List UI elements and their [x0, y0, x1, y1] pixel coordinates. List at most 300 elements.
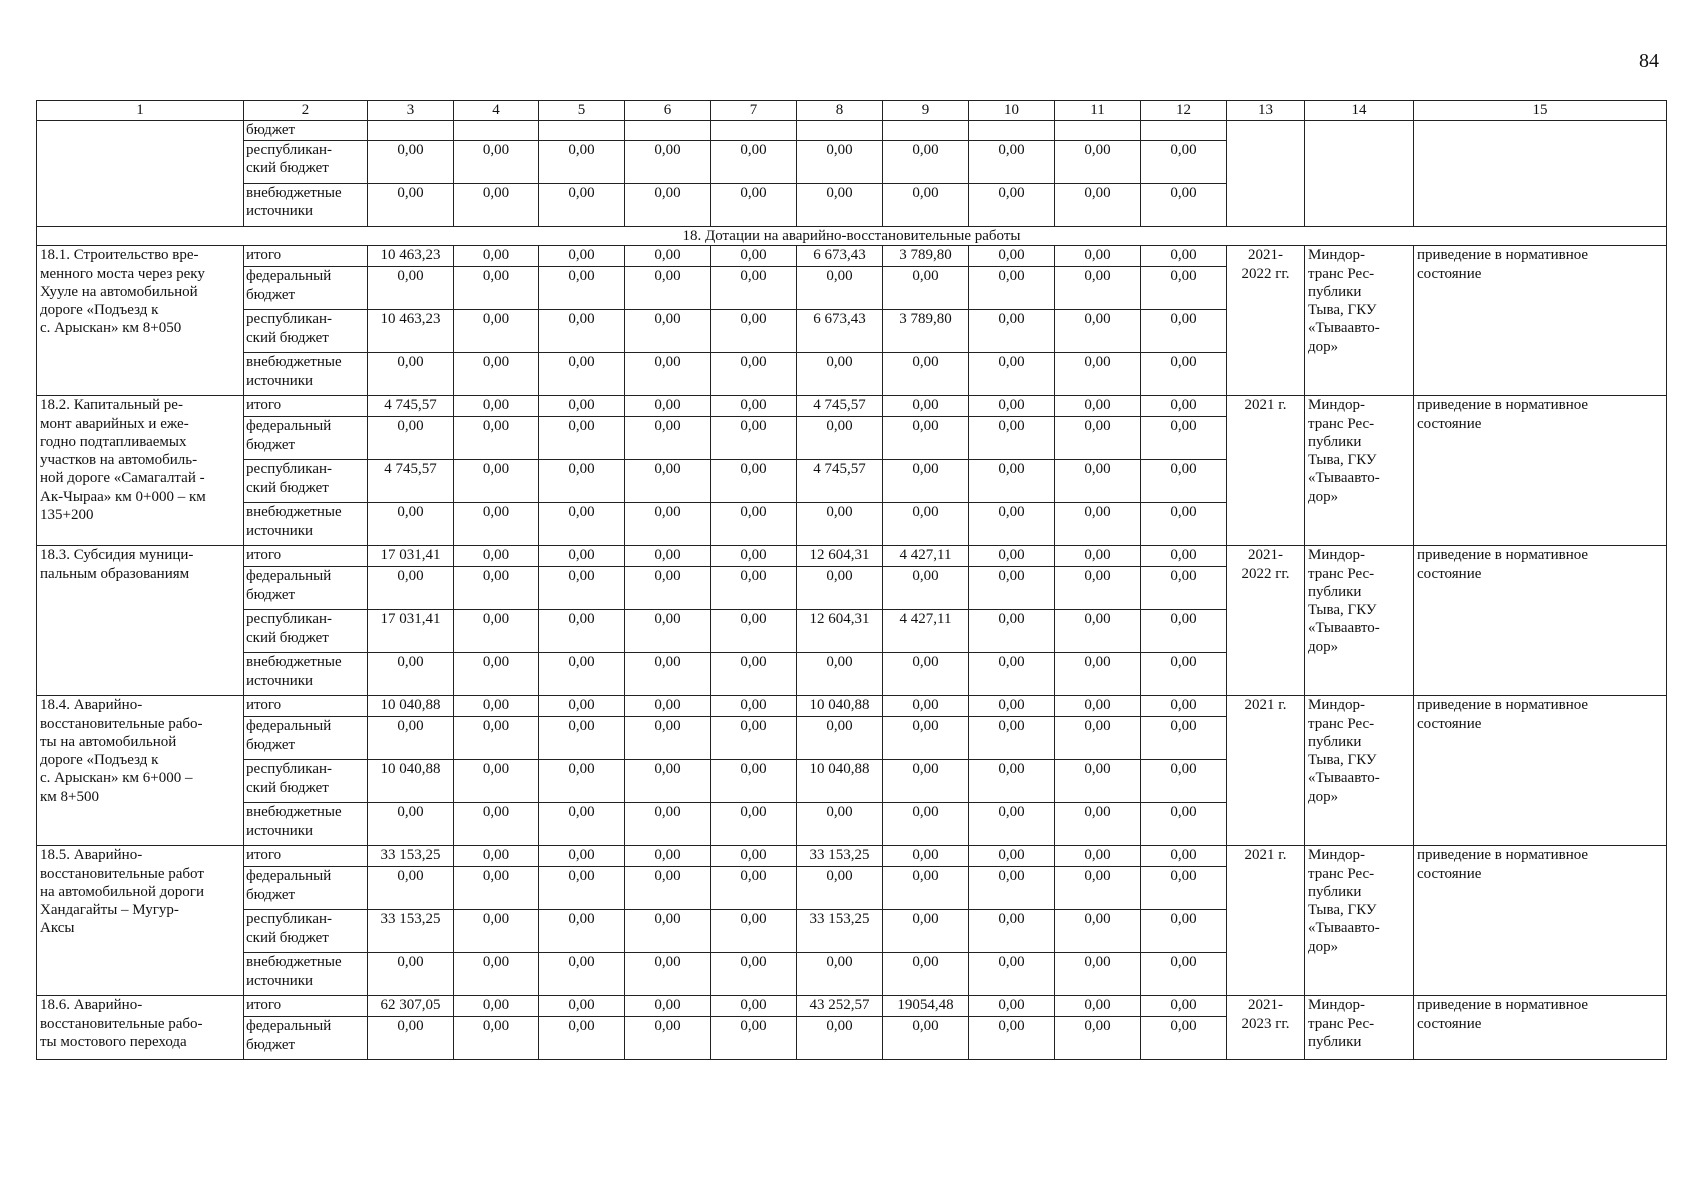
- value-cell: 0,00: [454, 653, 539, 696]
- value-cell: 0,00: [797, 953, 883, 996]
- value-cell: 0,00: [797, 417, 883, 460]
- funding-source-cell: внебюджетные источники: [244, 803, 368, 846]
- value-cell: 0,00: [454, 803, 539, 846]
- value-cell: 0,00: [1141, 567, 1227, 610]
- funding-source-cell: внебюджетные источники: [244, 953, 368, 996]
- value-cell: 0,00: [454, 141, 539, 184]
- value-cell: 10 040,88: [797, 696, 883, 717]
- column-number-cell: 2: [244, 101, 368, 121]
- value-cell: 0,00: [969, 717, 1055, 760]
- column-number-cell: 3: [368, 101, 454, 121]
- value-cell: 0,00: [539, 141, 625, 184]
- value-cell: 12 604,31: [797, 610, 883, 653]
- budget-table: [36, 100, 1667, 1060]
- value-cell: 0,00: [1055, 417, 1141, 460]
- value-cell: 0,00: [454, 696, 539, 717]
- value-cell: 0,00: [1141, 353, 1227, 396]
- value-cell: 0,00: [539, 267, 625, 310]
- period-cell: 2021- 2022 гг.: [1227, 246, 1305, 396]
- value-cell: 0,00: [969, 760, 1055, 803]
- value-cell: 0,00: [454, 610, 539, 653]
- value-cell: 0,00: [368, 184, 454, 227]
- executor-cell: Миндор- транс Рес- публики: [1305, 996, 1414, 1060]
- value-cell: 19054,48: [883, 996, 969, 1017]
- funding-source-cell: федеральный бюджет: [244, 717, 368, 760]
- value-cell: 0,00: [711, 141, 797, 184]
- funding-source-cell: внебюджетные источники: [244, 503, 368, 546]
- value-cell: 33 153,25: [797, 910, 883, 953]
- value-cell: 0,00: [1141, 267, 1227, 310]
- value-cell: 0,00: [539, 567, 625, 610]
- value-cell: 0,00: [368, 1017, 454, 1060]
- value-cell: [711, 121, 797, 141]
- funding-source-cell: итого: [244, 246, 368, 267]
- value-cell: 4 745,57: [368, 460, 454, 503]
- value-cell: 0,00: [539, 246, 625, 267]
- value-cell: 0,00: [625, 184, 711, 227]
- value-cell: 0,00: [454, 760, 539, 803]
- value-cell: 0,00: [711, 653, 797, 696]
- value-cell: 0,00: [454, 417, 539, 460]
- value-cell: 43 252,57: [797, 996, 883, 1017]
- value-cell: 0,00: [711, 696, 797, 717]
- value-cell: 0,00: [711, 567, 797, 610]
- value-cell: 0,00: [539, 184, 625, 227]
- value-cell: 10 463,23: [368, 246, 454, 267]
- funding-source-cell: федеральный бюджет: [244, 1017, 368, 1060]
- value-cell: 0,00: [454, 503, 539, 546]
- value-cell: 0,00: [969, 953, 1055, 996]
- value-cell: 0,00: [454, 546, 539, 567]
- period-cell: [1227, 121, 1305, 227]
- value-cell: 0,00: [1141, 996, 1227, 1017]
- column-number-cell: 6: [625, 101, 711, 121]
- value-cell: 0,00: [883, 760, 969, 803]
- value-cell: 0,00: [969, 353, 1055, 396]
- value-cell: 0,00: [711, 246, 797, 267]
- item-name: 18.1. Строительство вре- менного моста через реку Хууле на автомобильной дороге «Подъезд к с. Арыскан» км 8+050: [37, 246, 244, 396]
- item-name: 18.6. Аварийно- восстановительные рабо- ты мостового перехода: [37, 996, 244, 1060]
- value-cell: 0,00: [454, 717, 539, 760]
- value-cell: 0,00: [969, 1017, 1055, 1060]
- executor-cell: Миндор- транс Рес- публики Тыва, ГКУ «Тываавто- дор»: [1305, 246, 1414, 396]
- executor-cell: Миндор- транс Рес- публики Тыва, ГКУ «Тываавто- дор»: [1305, 696, 1414, 846]
- value-cell: 0,00: [454, 353, 539, 396]
- value-cell: 0,00: [711, 996, 797, 1017]
- value-cell: 0,00: [539, 1017, 625, 1060]
- value-cell: 0,00: [539, 417, 625, 460]
- period-cell: 2021 г.: [1227, 696, 1305, 846]
- section-row: [37, 227, 1667, 246]
- value-cell: 0,00: [1141, 417, 1227, 460]
- value-cell: 0,00: [368, 717, 454, 760]
- table-row: [37, 396, 1667, 417]
- value-cell: 0,00: [969, 396, 1055, 417]
- table-row: [37, 846, 1667, 867]
- value-cell: 0,00: [797, 867, 883, 910]
- value-cell: 0,00: [539, 396, 625, 417]
- value-cell: 0,00: [625, 953, 711, 996]
- value-cell: 0,00: [969, 141, 1055, 184]
- value-cell: 0,00: [625, 567, 711, 610]
- value-cell: 0,00: [1141, 310, 1227, 353]
- value-cell: 6 673,43: [797, 310, 883, 353]
- value-cell: 0,00: [454, 460, 539, 503]
- item-name: 18.4. Аварийно- восстановительные рабо- ты на автомобильной дороге «Подъезд к с. Арыскан» км 6+000 – км 8+500: [37, 696, 244, 846]
- value-cell: 0,00: [711, 546, 797, 567]
- value-cell: 0,00: [883, 396, 969, 417]
- value-cell: 0,00: [368, 267, 454, 310]
- page-number: 84: [1639, 50, 1659, 72]
- value-cell: 0,00: [625, 310, 711, 353]
- value-cell: 0,00: [625, 246, 711, 267]
- value-cell: 0,00: [625, 353, 711, 396]
- result-cell: приведение в нормативное состояние: [1414, 696, 1667, 846]
- value-cell: 0,00: [1141, 910, 1227, 953]
- period-cell: 2021 г.: [1227, 846, 1305, 996]
- value-cell: 0,00: [797, 653, 883, 696]
- value-cell: 0,00: [625, 610, 711, 653]
- value-cell: 0,00: [625, 696, 711, 717]
- value-cell: 0,00: [1141, 760, 1227, 803]
- value-cell: 0,00: [625, 910, 711, 953]
- funding-source-cell: федеральный бюджет: [244, 417, 368, 460]
- value-cell: 17 031,41: [368, 610, 454, 653]
- value-cell: 0,00: [539, 717, 625, 760]
- value-cell: 0,00: [625, 996, 711, 1017]
- value-cell: 0,00: [1141, 141, 1227, 184]
- value-cell: 0,00: [625, 803, 711, 846]
- value-cell: 0,00: [883, 653, 969, 696]
- column-number-cell: 4: [454, 101, 539, 121]
- value-cell: 0,00: [711, 953, 797, 996]
- value-cell: 0,00: [539, 953, 625, 996]
- value-cell: 0,00: [625, 717, 711, 760]
- executor-cell: Миндор- транс Рес- публики Тыва, ГКУ «Тываавто- дор»: [1305, 396, 1414, 546]
- table-row: [37, 246, 1667, 267]
- value-cell: 4 745,57: [797, 460, 883, 503]
- value-cell: 0,00: [1141, 1017, 1227, 1060]
- value-cell: 0,00: [969, 653, 1055, 696]
- value-cell: 0,00: [539, 610, 625, 653]
- value-cell: 0,00: [711, 184, 797, 227]
- value-cell: 0,00: [1141, 867, 1227, 910]
- item-name: 18.2. Капитальный ре- монт аварийных и еже- годно подтапливаемых участков на автомобиль- ной дороге «Самагалтай - Ак-Чыраа» км 0+000 – км 135+200: [37, 396, 244, 546]
- value-cell: 0,00: [625, 141, 711, 184]
- value-cell: 0,00: [1055, 310, 1141, 353]
- value-cell: 0,00: [454, 996, 539, 1017]
- value-cell: 0,00: [1141, 717, 1227, 760]
- value-cell: 0,00: [883, 141, 969, 184]
- value-cell: 33 153,25: [797, 846, 883, 867]
- value-cell: 0,00: [883, 867, 969, 910]
- value-cell: 0,00: [711, 1017, 797, 1060]
- value-cell: 33 153,25: [368, 846, 454, 867]
- value-cell: 10 463,23: [368, 310, 454, 353]
- value-cell: 0,00: [368, 867, 454, 910]
- funding-source-cell: федеральный бюджет: [244, 567, 368, 610]
- column-number-cell: 12: [1141, 101, 1227, 121]
- value-cell: 0,00: [883, 717, 969, 760]
- value-cell: 0,00: [711, 846, 797, 867]
- value-cell: 0,00: [883, 910, 969, 953]
- value-cell: 0,00: [625, 546, 711, 567]
- value-cell: 0,00: [1055, 503, 1141, 546]
- value-cell: 0,00: [711, 803, 797, 846]
- value-cell: 0,00: [883, 567, 969, 610]
- result-cell: приведение в нормативное состояние: [1414, 396, 1667, 546]
- value-cell: 0,00: [454, 953, 539, 996]
- value-cell: 0,00: [711, 760, 797, 803]
- section-title: 18. Дотации на аварийно-восстановительные работы: [37, 227, 1667, 246]
- value-cell: 0,00: [625, 867, 711, 910]
- value-cell: [625, 121, 711, 141]
- funding-source-cell: республикан- ский бюджет: [244, 610, 368, 653]
- value-cell: 0,00: [797, 267, 883, 310]
- column-number-cell: 13: [1227, 101, 1305, 121]
- value-cell: 0,00: [1055, 610, 1141, 653]
- value-cell: 0,00: [969, 910, 1055, 953]
- value-cell: 4 745,57: [797, 396, 883, 417]
- value-cell: 0,00: [711, 417, 797, 460]
- value-cell: 0,00: [539, 503, 625, 546]
- value-cell: 10 040,88: [797, 760, 883, 803]
- table-row: [37, 546, 1667, 567]
- value-cell: 0,00: [1055, 567, 1141, 610]
- value-cell: 0,00: [969, 546, 1055, 567]
- value-cell: 6 673,43: [797, 246, 883, 267]
- value-cell: 0,00: [883, 184, 969, 227]
- value-cell: 0,00: [711, 396, 797, 417]
- value-cell: 0,00: [539, 653, 625, 696]
- value-cell: 0,00: [454, 310, 539, 353]
- funding-source-cell: республикан- ский бюджет: [244, 460, 368, 503]
- column-number-cell: 15: [1414, 101, 1667, 121]
- value-cell: [883, 121, 969, 141]
- value-cell: 0,00: [1055, 1017, 1141, 1060]
- value-cell: 0,00: [368, 417, 454, 460]
- column-number-row: [37, 101, 1667, 121]
- result-cell: приведение в нормативное состояние: [1414, 996, 1667, 1060]
- value-cell: 0,00: [969, 417, 1055, 460]
- value-cell: 33 153,25: [368, 910, 454, 953]
- value-cell: 0,00: [969, 310, 1055, 353]
- value-cell: 12 604,31: [797, 546, 883, 567]
- value-cell: 0,00: [711, 353, 797, 396]
- value-cell: 0,00: [1055, 396, 1141, 417]
- value-cell: 0,00: [539, 846, 625, 867]
- funding-source-cell: республикан- ский бюджет: [244, 910, 368, 953]
- value-cell: 0,00: [1055, 141, 1141, 184]
- value-cell: 4 427,11: [883, 546, 969, 567]
- funding-source-cell: республикан- ский бюджет: [244, 760, 368, 803]
- column-number-cell: 5: [539, 101, 625, 121]
- column-number-cell: 9: [883, 101, 969, 121]
- value-cell: 0,00: [368, 503, 454, 546]
- value-cell: 0,00: [883, 803, 969, 846]
- value-cell: 0,00: [883, 267, 969, 310]
- column-number-cell: 1: [37, 101, 244, 121]
- value-cell: 0,00: [883, 696, 969, 717]
- value-cell: 0,00: [368, 803, 454, 846]
- value-cell: 0,00: [711, 503, 797, 546]
- value-cell: 0,00: [1141, 953, 1227, 996]
- funding-source-cell: итого: [244, 546, 368, 567]
- value-cell: 0,00: [1141, 184, 1227, 227]
- value-cell: 0,00: [969, 246, 1055, 267]
- value-cell: 0,00: [969, 184, 1055, 227]
- value-cell: 0,00: [711, 460, 797, 503]
- value-cell: 4 427,11: [883, 610, 969, 653]
- value-cell: [969, 121, 1055, 141]
- value-cell: 0,00: [969, 996, 1055, 1017]
- value-cell: 0,00: [625, 417, 711, 460]
- value-cell: 0,00: [1141, 696, 1227, 717]
- value-cell: 0,00: [1141, 610, 1227, 653]
- value-cell: 0,00: [625, 396, 711, 417]
- value-cell: 0,00: [711, 267, 797, 310]
- value-cell: 0,00: [1055, 267, 1141, 310]
- value-cell: 0,00: [711, 717, 797, 760]
- funding-source-cell: внебюджетные источники: [244, 653, 368, 696]
- value-cell: 0,00: [969, 267, 1055, 310]
- period-cell: 2021- 2022 гг.: [1227, 546, 1305, 696]
- table-row: [37, 696, 1667, 717]
- value-cell: 0,00: [368, 567, 454, 610]
- value-cell: 0,00: [883, 417, 969, 460]
- value-cell: 10 040,88: [368, 760, 454, 803]
- value-cell: 0,00: [797, 353, 883, 396]
- column-number-cell: 7: [711, 101, 797, 121]
- value-cell: 0,00: [1055, 953, 1141, 996]
- value-cell: [1141, 121, 1227, 141]
- column-number-cell: 10: [969, 101, 1055, 121]
- name-cell: [37, 121, 244, 227]
- value-cell: 0,00: [1055, 846, 1141, 867]
- result-cell: приведение в нормативное состояние: [1414, 546, 1667, 696]
- value-cell: 0,00: [539, 353, 625, 396]
- funding-source-cell: республикан- ский бюджет: [244, 310, 368, 353]
- value-cell: 0,00: [625, 760, 711, 803]
- funding-source-cell: итого: [244, 696, 368, 717]
- value-cell: 0,00: [1055, 803, 1141, 846]
- value-cell: 0,00: [625, 503, 711, 546]
- value-cell: 0,00: [883, 1017, 969, 1060]
- value-cell: 0,00: [368, 953, 454, 996]
- value-cell: 0,00: [368, 353, 454, 396]
- value-cell: 3 789,80: [883, 246, 969, 267]
- table-row: [37, 996, 1667, 1017]
- value-cell: 0,00: [883, 953, 969, 996]
- value-cell: 0,00: [969, 803, 1055, 846]
- value-cell: 0,00: [797, 567, 883, 610]
- value-cell: 0,00: [1055, 696, 1141, 717]
- column-number-cell: 14: [1305, 101, 1414, 121]
- value-cell: 0,00: [969, 696, 1055, 717]
- value-cell: 0,00: [1141, 653, 1227, 696]
- value-cell: 0,00: [883, 846, 969, 867]
- value-cell: 0,00: [1141, 503, 1227, 546]
- value-cell: 0,00: [1055, 184, 1141, 227]
- value-cell: 0,00: [969, 867, 1055, 910]
- funding-source-cell: итого: [244, 996, 368, 1017]
- period-cell: 2021- 2023 гг.: [1227, 996, 1305, 1060]
- value-cell: 0,00: [1141, 546, 1227, 567]
- value-cell: 0,00: [454, 567, 539, 610]
- value-cell: 62 307,05: [368, 996, 454, 1017]
- result-cell: приведение в нормативное состояние: [1414, 246, 1667, 396]
- value-cell: 0,00: [1055, 353, 1141, 396]
- value-cell: 0,00: [539, 460, 625, 503]
- value-cell: 0,00: [625, 267, 711, 310]
- value-cell: 0,00: [539, 696, 625, 717]
- value-cell: 0,00: [454, 1017, 539, 1060]
- value-cell: 0,00: [969, 503, 1055, 546]
- value-cell: 0,00: [797, 503, 883, 546]
- value-cell: [454, 121, 539, 141]
- value-cell: 0,00: [969, 460, 1055, 503]
- value-cell: 0,00: [1141, 246, 1227, 267]
- value-cell: 0,00: [883, 353, 969, 396]
- value-cell: 0,00: [883, 460, 969, 503]
- item-name: 18.5. Аварийно- восстановительные работ на автомобильной дороги Хандагайты – Мугур- Аксы: [37, 846, 244, 996]
- funding-source-cell: итого: [244, 396, 368, 417]
- value-cell: 0,00: [1055, 717, 1141, 760]
- value-cell: 17 031,41: [368, 546, 454, 567]
- value-cell: 0,00: [1141, 803, 1227, 846]
- value-cell: 0,00: [539, 546, 625, 567]
- item-name: 18.3. Субсидия муници- пальным образованиям: [37, 546, 244, 696]
- result-cell: [1414, 121, 1667, 227]
- funding-source-cell: внебюджетные источники: [244, 353, 368, 396]
- value-cell: 0,00: [969, 610, 1055, 653]
- executor-cell: [1305, 121, 1414, 227]
- value-cell: 4 745,57: [368, 396, 454, 417]
- value-cell: 0,00: [797, 803, 883, 846]
- value-cell: [368, 121, 454, 141]
- value-cell: 0,00: [625, 846, 711, 867]
- value-cell: 0,00: [454, 246, 539, 267]
- funding-source-cell: итого: [244, 846, 368, 867]
- value-cell: 0,00: [539, 867, 625, 910]
- value-cell: 0,00: [1055, 246, 1141, 267]
- value-cell: 0,00: [539, 760, 625, 803]
- value-cell: 0,00: [969, 567, 1055, 610]
- executor-cell: Миндор- транс Рес- публики Тыва, ГКУ «Тываавто- дор»: [1305, 546, 1414, 696]
- value-cell: 0,00: [797, 184, 883, 227]
- value-cell: [539, 121, 625, 141]
- value-cell: 0,00: [711, 310, 797, 353]
- value-cell: 0,00: [1055, 653, 1141, 696]
- value-cell: 0,00: [1141, 396, 1227, 417]
- value-cell: 0,00: [1055, 867, 1141, 910]
- value-cell: 0,00: [797, 717, 883, 760]
- value-cell: 0,00: [539, 996, 625, 1017]
- funding-source-cell: федеральный бюджет: [244, 867, 368, 910]
- value-cell: 0,00: [1055, 460, 1141, 503]
- value-cell: 3 789,80: [883, 310, 969, 353]
- funding-source-cell: федеральный бюджет: [244, 267, 368, 310]
- value-cell: 0,00: [454, 396, 539, 417]
- value-cell: 0,00: [1055, 910, 1141, 953]
- value-cell: 0,00: [539, 310, 625, 353]
- executor-cell: Миндор- транс Рес- публики Тыва, ГКУ «Тываавто- дор»: [1305, 846, 1414, 996]
- value-cell: 0,00: [368, 653, 454, 696]
- value-cell: 0,00: [1055, 996, 1141, 1017]
- value-cell: 10 040,88: [368, 696, 454, 717]
- table-row: [37, 121, 1667, 141]
- funding-source-cell: республикан- ский бюджет: [244, 141, 368, 184]
